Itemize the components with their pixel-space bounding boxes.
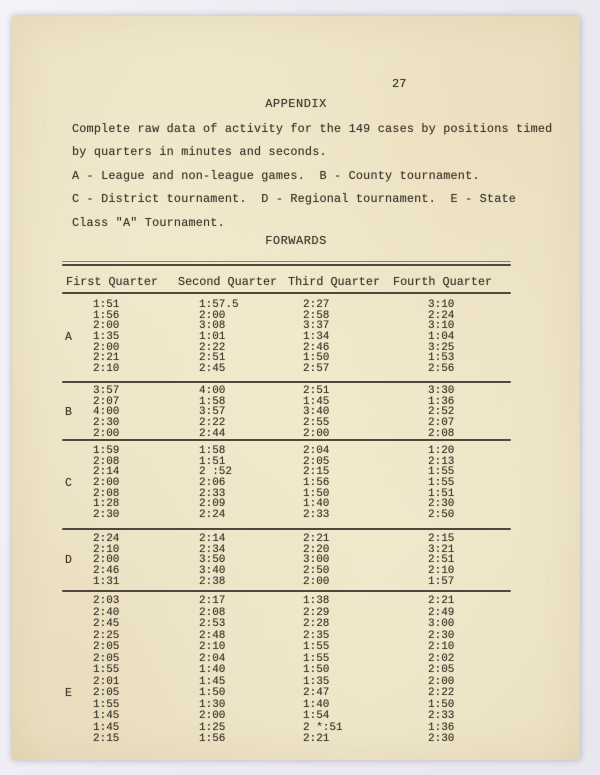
table-section-a: [12, 299, 580, 374]
time-cell: 1:57: [428, 575, 455, 588]
time-cell: 2:30: [428, 498, 455, 511]
table-row: [12, 342, 580, 353]
time-cell: 1:35: [303, 675, 330, 688]
table-row: [12, 352, 580, 363]
time-cell: 1:40: [199, 664, 226, 676]
time-cell: 2:07: [428, 417, 455, 430]
time-cell: 2:22: [199, 341, 226, 354]
time-cell: 2:10: [428, 565, 455, 578]
section-label: D: [65, 554, 72, 568]
time-cell: 2:00: [199, 309, 226, 322]
time-cell: 1:20: [428, 445, 455, 457]
time-cell: 1:58: [199, 395, 226, 408]
time-cell: 2:57: [303, 363, 330, 376]
section-separator-rule-d-e: [62, 590, 511, 592]
time-cell: 2:28: [303, 618, 330, 630]
table-section-e: [12, 595, 580, 745]
time-cell: 1:50: [428, 698, 455, 711]
time-cell: 4:00: [93, 406, 120, 419]
time-cell: 2:04: [303, 445, 330, 457]
table-row: [12, 618, 580, 630]
section-label: A: [65, 331, 72, 345]
time-cell: 1:53: [428, 352, 455, 365]
intro-line: Complete raw data of activity for the 149 cases by positions timed: [72, 122, 553, 136]
time-cell: 3:50: [199, 554, 226, 567]
table-row: [12, 331, 580, 345]
time-cell: 1:55: [303, 641, 330, 653]
table-row: [12, 576, 580, 587]
intro-paragraph: [72, 118, 572, 235]
time-cell: 1:51: [93, 299, 120, 311]
time-cell: 1:50: [199, 687, 226, 699]
table-row: [12, 630, 580, 642]
time-cell: 2:48: [199, 629, 226, 642]
time-cell: 2:49: [428, 606, 455, 619]
time-cell: 2:13: [428, 455, 455, 468]
time-cell: 1:40: [303, 498, 330, 511]
time-cell: 2:30: [428, 629, 455, 642]
time-cell: 3:00: [428, 618, 455, 630]
intro-line: by quarters in minutes and seconds.: [72, 145, 327, 160]
time-cell: 2:24: [93, 533, 120, 545]
time-cell: 2:09: [199, 498, 226, 511]
time-cell: 2:38: [199, 575, 226, 588]
time-cell: 1:35: [93, 331, 120, 344]
time-cell: 2:08: [93, 487, 120, 500]
time-cell: 3:37: [303, 320, 330, 333]
time-cell: 2:05: [93, 641, 120, 653]
time-cell: 2:00: [93, 341, 120, 354]
time-cell: 2:00: [93, 477, 120, 490]
table-row: [12, 722, 580, 734]
time-cell: 2:04: [199, 652, 226, 665]
intro-line: A - League and non-league games. B - County tournament.: [72, 168, 480, 183]
table-row: [12, 710, 580, 722]
time-cell: 2:55: [303, 417, 330, 430]
time-cell: 1:50: [303, 352, 330, 365]
table-row: [12, 641, 580, 653]
time-cell: 2:00: [428, 675, 455, 688]
time-cell: 3:21: [428, 543, 455, 556]
time-cell: 2:24: [428, 309, 455, 322]
time-cell: 2:46: [93, 565, 120, 578]
time-cell: 2:44: [199, 427, 226, 440]
table-row: [12, 477, 580, 491]
time-cell: 2:17: [199, 595, 226, 607]
table-row: [12, 664, 580, 676]
table-row: [12, 544, 580, 555]
time-cell: 2:50: [428, 509, 455, 522]
time-cell: 2:00: [303, 575, 330, 588]
time-cell: 2:33: [428, 710, 455, 722]
header-first-quarter: First Quarter: [66, 275, 159, 289]
time-cell: 1:38: [303, 595, 330, 607]
time-cell: 2:53: [199, 618, 226, 630]
table-row: [12, 595, 580, 607]
time-cell: 2:14: [199, 533, 226, 545]
time-cell: 1:50: [303, 664, 330, 676]
time-cell: 2:20: [303, 543, 330, 556]
time-cell: 3:57: [93, 385, 120, 397]
time-cell: 1:58: [199, 445, 226, 457]
time-cell: 1:34: [303, 331, 330, 344]
time-cell: 2:05: [428, 664, 455, 676]
time-cell: 2:27: [303, 299, 330, 311]
time-cell: 2:03: [93, 595, 120, 607]
time-cell: 1:59: [93, 445, 120, 457]
time-cell: 2:40: [93, 606, 120, 619]
table-row: [12, 676, 580, 688]
time-cell: 2:15: [303, 466, 330, 479]
table-row: [12, 320, 580, 331]
time-cell: 2:22: [428, 687, 455, 699]
appendix-heading: APPENDIX: [265, 97, 327, 111]
table-section-d: [12, 533, 580, 586]
time-cell: 1:01: [199, 331, 226, 344]
table-row: [12, 687, 580, 699]
table-row: [12, 428, 580, 439]
table-row: [12, 417, 580, 428]
time-cell: 2:05: [303, 455, 330, 468]
time-cell: 2:00: [303, 427, 330, 440]
time-cell: 1:28: [93, 498, 120, 511]
table-row: [12, 466, 580, 477]
header-underline-rule: [62, 292, 511, 294]
time-cell: 2:10: [93, 543, 120, 556]
table-row: [12, 310, 580, 321]
time-cell: 2:10: [199, 641, 226, 653]
table-row: [12, 565, 580, 576]
time-cell: 2:25: [93, 629, 120, 642]
intro-line: Class "A" Tournament.: [72, 215, 225, 230]
time-cell: 2:51: [199, 352, 226, 365]
time-cell: 1:56: [199, 733, 226, 745]
section-separator-rule-a-b: [62, 381, 511, 383]
time-cell: 2:58: [303, 309, 330, 322]
time-cell: 1:57.5: [199, 299, 239, 311]
table-row: [12, 533, 580, 544]
header-second-quarter: Second Quarter: [178, 275, 278, 289]
time-cell: 2:29: [303, 606, 330, 619]
paper-sheet: [12, 16, 580, 760]
time-cell: 2:00: [93, 320, 120, 333]
time-cell: 1:36: [428, 395, 455, 408]
time-cell: 2:45: [199, 363, 226, 376]
time-cell: 3:08: [199, 320, 226, 333]
page-number: 27: [392, 77, 407, 91]
time-cell: 2:34: [199, 543, 226, 556]
time-cell: 2:30: [93, 509, 120, 522]
table-row: [12, 456, 580, 467]
time-cell: 1:55: [93, 698, 120, 711]
table-row: [12, 607, 580, 619]
table-row: [12, 396, 580, 407]
time-cell: 2:33: [303, 509, 330, 522]
time-cell: 2 :52: [199, 466, 233, 479]
time-cell: 3:10: [428, 299, 455, 311]
section-label: B: [65, 406, 72, 420]
time-cell: 2:22: [199, 417, 226, 430]
time-cell: 2 *:51: [303, 721, 343, 734]
table-section-b: [12, 385, 580, 438]
section-separator-rule-c-d: [62, 528, 511, 530]
time-cell: 1:45: [93, 721, 120, 734]
time-cell: 1:55: [428, 477, 455, 490]
table-top-rule: [62, 264, 511, 266]
time-cell: 2:08: [93, 455, 120, 468]
time-cell: 1:55: [428, 466, 455, 479]
time-cell: 2:01: [93, 675, 120, 688]
time-cell: 1:31: [93, 575, 120, 588]
time-cell: 1:04: [428, 331, 455, 344]
time-cell: 2:00: [93, 427, 120, 440]
time-cell: 2:35: [303, 629, 330, 642]
time-cell: 2:08: [199, 606, 226, 619]
time-cell: 2:05: [93, 687, 120, 699]
time-cell: 2:10: [93, 363, 120, 376]
table-row: [12, 653, 580, 665]
time-cell: 2:14: [93, 466, 120, 479]
header-fourth-quarter: Fourth Quarter: [393, 275, 493, 289]
time-cell: 2:45: [93, 618, 120, 630]
time-cell: 2:08: [428, 427, 455, 440]
table-row: [12, 488, 580, 499]
time-cell: 2:21: [93, 352, 120, 365]
time-cell: 2:56: [428, 363, 455, 376]
time-cell: 2:10: [428, 641, 455, 653]
time-cell: 1:45: [93, 710, 120, 722]
header-third-quarter: Third Quarter: [288, 275, 381, 289]
time-cell: 2:05: [93, 652, 120, 665]
table-row: [12, 385, 580, 396]
table-section-c: [12, 445, 580, 520]
table-top-rule-upper: [62, 261, 511, 262]
time-cell: 3:30: [428, 385, 455, 397]
table-row: [12, 363, 580, 374]
time-cell: 2:33: [199, 487, 226, 500]
time-cell: 2:15: [93, 733, 120, 745]
section-label: C: [65, 477, 72, 491]
time-cell: 2:07: [93, 395, 120, 408]
time-cell: 2:51: [303, 385, 330, 397]
table-row: [12, 445, 580, 456]
time-cell: 1:36: [428, 721, 455, 734]
table-row: [12, 509, 580, 520]
time-cell: 1:55: [303, 652, 330, 665]
time-cell: 2:30: [93, 417, 120, 430]
table-row: [12, 733, 580, 745]
intro-line: C - District tournament. D - Regional tournament. E - State: [72, 192, 517, 207]
time-cell: 2:21: [428, 595, 455, 607]
table-row: [12, 498, 580, 509]
time-cell: 2:24: [199, 509, 226, 522]
table-row: [12, 699, 580, 711]
time-cell: 4:00: [199, 385, 226, 397]
time-cell: 2:06: [199, 477, 226, 490]
time-cell: 3:57: [199, 406, 226, 419]
time-cell: 1:56: [303, 477, 330, 490]
section-label: E: [65, 687, 72, 700]
time-cell: 2:51: [428, 554, 455, 567]
time-cell: 1:51: [428, 487, 455, 500]
time-cell: 2:46: [303, 341, 330, 354]
time-cell: 3:40: [303, 406, 330, 419]
time-cell: 2:21: [303, 533, 330, 545]
time-cell: 3:25: [428, 341, 455, 354]
time-cell: 3:40: [199, 565, 226, 578]
time-cell: 2:30: [428, 733, 455, 745]
time-cell: 1:45: [199, 675, 226, 688]
time-cell: 2:47: [303, 687, 330, 699]
time-cell: 3:00: [303, 554, 330, 567]
time-cell: 1:51: [199, 455, 226, 468]
time-cell: 1:30: [199, 698, 226, 711]
time-cell: 2:52: [428, 406, 455, 419]
time-cell: 1:55: [93, 664, 120, 676]
table-row: [12, 299, 580, 310]
table-row: [12, 406, 580, 420]
time-cell: 1:45: [303, 395, 330, 408]
time-cell: 1:56: [93, 309, 120, 322]
time-cell: 2:50: [303, 565, 330, 578]
table-row: [12, 554, 580, 568]
time-cell: 1:25: [199, 721, 226, 734]
time-cell: 2:21: [303, 733, 330, 745]
time-cell: 3:10: [428, 320, 455, 333]
time-cell: 1:50: [303, 487, 330, 500]
time-cell: 1:54: [303, 710, 330, 722]
time-cell: 2:00: [93, 554, 120, 567]
time-cell: 2:15: [428, 533, 455, 545]
time-cell: 2:00: [199, 710, 226, 722]
time-cell: 2:02: [428, 652, 455, 665]
forwards-heading: FORWARDS: [265, 234, 327, 248]
time-cell: 1:40: [303, 698, 330, 711]
